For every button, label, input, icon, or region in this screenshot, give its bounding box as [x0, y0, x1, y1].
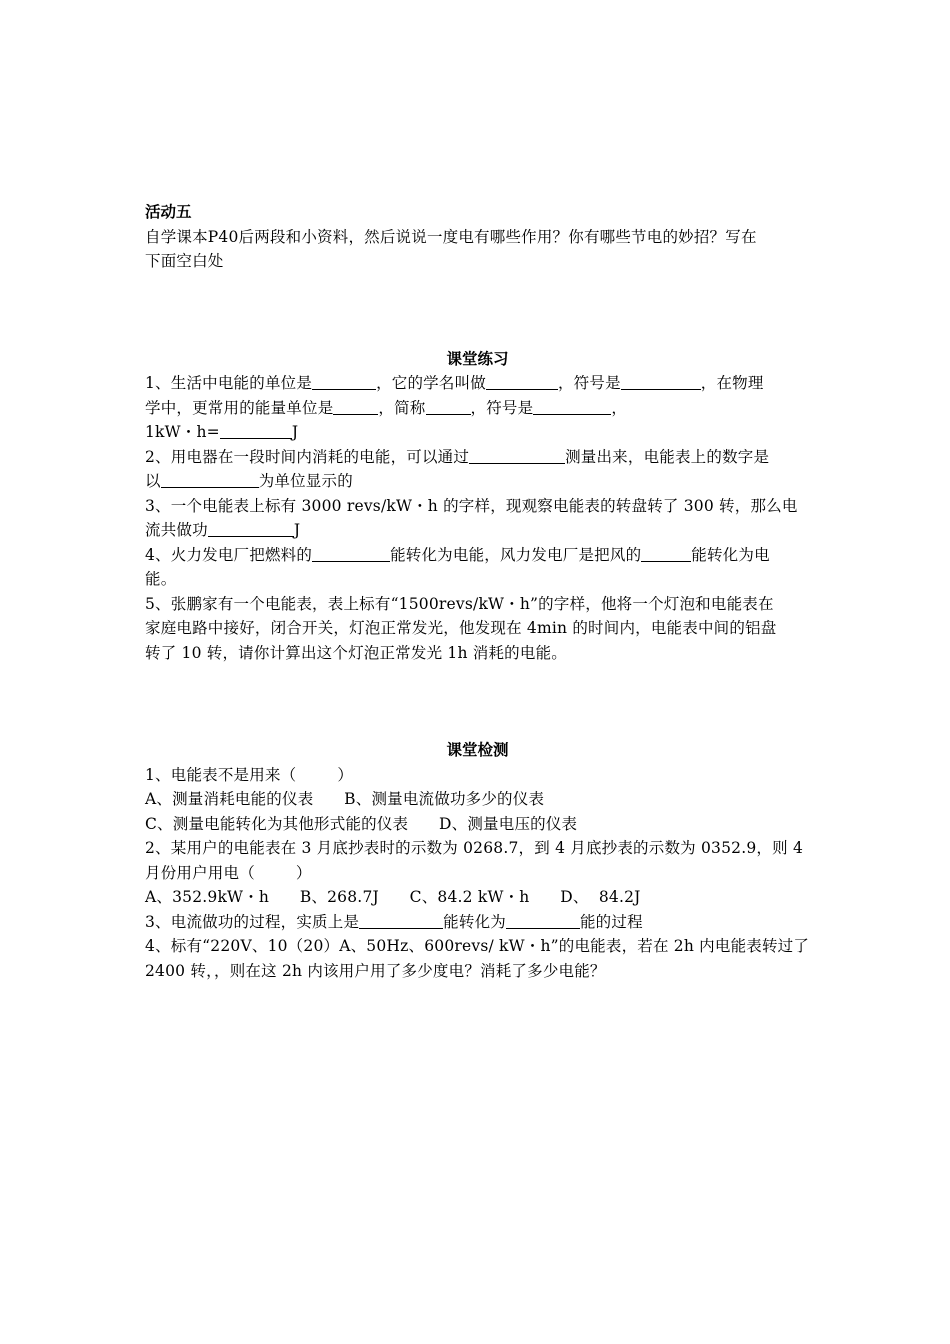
text: 能转化为电能，风力发电厂是把风的	[390, 545, 642, 564]
practice-q1-line3	[145, 420, 810, 445]
practice-title: 课堂练习	[446, 348, 509, 368]
answer-blank[interactable]	[506, 912, 580, 929]
text: 学中，更常用的能量单位是	[145, 398, 334, 417]
spacer	[145, 274, 810, 347]
text: 3、电流做功的过程，实质上是	[145, 912, 360, 931]
practice-q5-line2: 家庭电路中接好，闭合开关，灯泡正常发光，他发现在 4min 的时间内，电能表中间的铝盘	[145, 619, 777, 637]
test-q2-line1: 2、某用户的电能表在 3 月底抄表时的示数为 0268.7，到 4 月底抄表的示数为 0352.9，则 4	[145, 839, 804, 857]
answer-blank[interactable]	[161, 471, 259, 488]
text: J	[291, 423, 299, 441]
answer-blank[interactable]	[359, 912, 443, 929]
text: 能转化为	[443, 912, 506, 931]
spacer	[145, 665, 810, 738]
answer-blank[interactable]	[312, 545, 390, 562]
text: 为单位显示的	[258, 472, 353, 490]
text: 测量出来，电能表上的数字是	[565, 447, 770, 466]
text: ，	[611, 398, 628, 417]
document-page	[145, 200, 810, 983]
test-q1-stem: 1、电能表不是用来（ ）	[145, 765, 354, 784]
answer-blank[interactable]	[641, 545, 691, 562]
answer-blank[interactable]	[312, 373, 376, 390]
practice-q3-line2	[145, 518, 810, 543]
practice-q5-line1: 5、张鹏家有一个电能表，表上标有“1500revs/kW・h”的字样，他将一个灯泡和电能表在	[145, 594, 774, 613]
answer-blank[interactable]	[220, 422, 292, 439]
answer-blank[interactable]	[208, 520, 294, 537]
text: ，它的学名叫做	[376, 374, 486, 392]
practice-q4-line2: 能。	[145, 570, 177, 588]
activity5-text-line1: 自学课本P40后两段和小资料，然后说说一度电有哪些作用？你有哪些节电的妙招？写在	[145, 227, 757, 246]
test-q1-options-ab: A、测量消耗电能的仪表 B、测量电流做功多少的仪表	[145, 790, 545, 808]
test-q2-line2: 月份用户用电（ ）	[145, 863, 312, 882]
text: 以	[145, 472, 161, 490]
practice-q4-line1	[145, 543, 810, 568]
test-q1-options-cd: C、测量电能转化为其他形式能的仪表 D、测量电压的仪表	[145, 814, 578, 833]
text: 2、用电器在一段时间内消耗的电能，可以通过	[145, 447, 470, 466]
text: 1kW・h=	[145, 423, 220, 441]
answer-blank[interactable]	[486, 373, 558, 390]
text: ，在物理	[700, 374, 764, 392]
practice-q2-line2	[145, 469, 810, 494]
activity5-title: 活动五	[145, 202, 192, 221]
text: 4、火力发电厂把燃料的	[145, 545, 313, 564]
practice-q5-line3: 转了 10 转，请你计算出这个灯泡正常发光 1h 消耗的电能。	[145, 643, 567, 662]
text: J	[293, 521, 301, 539]
text: 1、生活中电能的单位是	[145, 374, 313, 392]
practice-q3-line1: 3、一个电能表上标有 3000 revs/kW・h 的字样，现观察电能表的转盘转了 300 转，那么电	[145, 496, 798, 515]
text: ，简称	[378, 398, 426, 417]
practice-q2-line1	[145, 445, 810, 470]
answer-blank[interactable]	[533, 398, 611, 415]
test-q3-line	[145, 910, 810, 935]
test-q4-line1: 4、标有“220V、10（20）A、50Hz、600revs/ kW・h”的电能表，若在 2h 内电能表转过了	[145, 937, 810, 955]
text: ，符号是	[470, 398, 534, 417]
test-q2-options: A、352.9kW・h B、268.7J C、84.2 kW・h D、 84.2J	[145, 888, 641, 906]
text: 能的过程	[579, 912, 643, 931]
text: 流共做功	[145, 521, 208, 539]
test-title: 课堂检测	[446, 740, 509, 759]
practice-q1-line2	[145, 396, 810, 421]
answer-blank[interactable]	[426, 398, 471, 415]
practice-q1-line1	[145, 371, 810, 396]
answer-blank[interactable]	[469, 447, 565, 464]
text: 能转化为电	[691, 545, 770, 564]
text: ，符号是	[557, 374, 621, 392]
test-q4-line2: 2400 转，，则在这 2h 内该用户用了多少度电？消耗了多少电能？	[145, 961, 606, 980]
answer-blank[interactable]	[621, 373, 701, 390]
answer-blank[interactable]	[333, 398, 378, 415]
activity5-text-line2: 下面空白处	[145, 252, 224, 270]
